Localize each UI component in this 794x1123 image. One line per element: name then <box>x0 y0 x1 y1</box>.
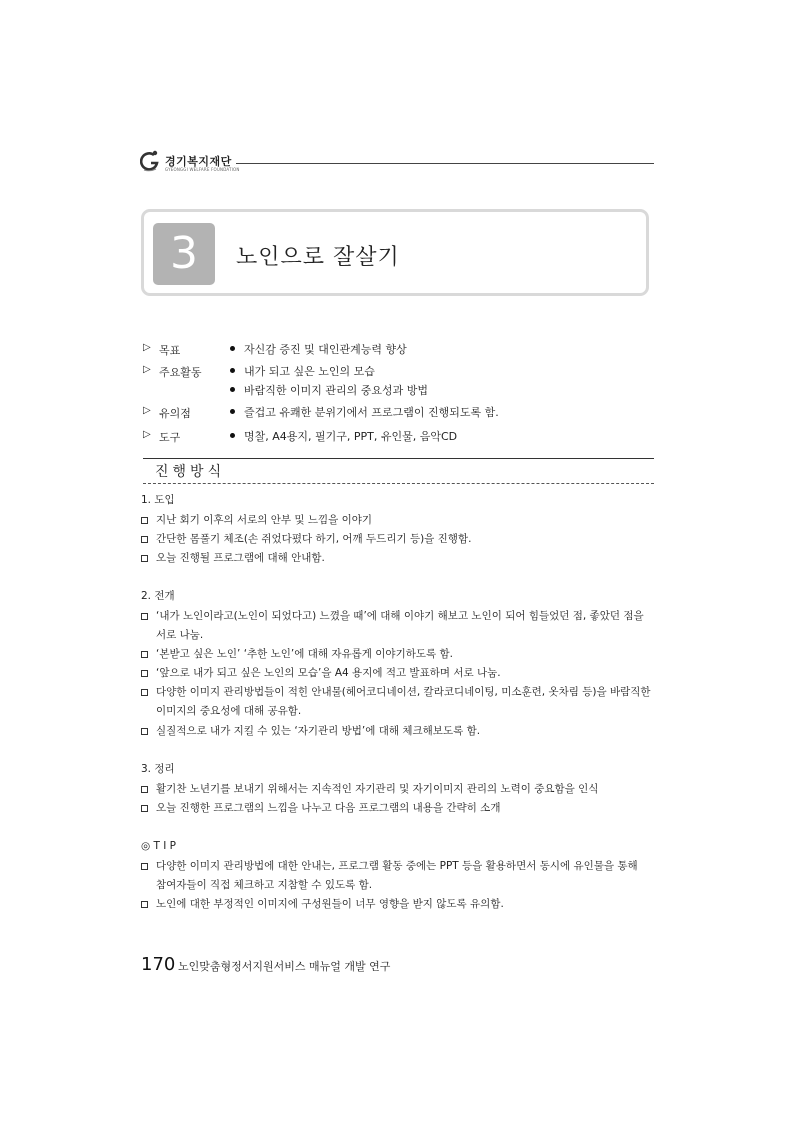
checkbox-square-icon <box>141 689 148 696</box>
step-heading: 3. 정리 <box>141 763 175 775</box>
triangle-arrow-icon: ▷ <box>143 364 151 375</box>
step-item: 오늘 진행한 프로그램의 느낌을 나누고 다음 프로그램의 내용을 간략히 소개 <box>156 802 501 814</box>
tip-item: 다양한 이미지 관리방법에 대한 안내는, 프로그램 활동 중에는 PPT 등을 활용하면서 동시에 유인물을 통해 <box>156 860 638 872</box>
step-item-continued: 서로 나눔. <box>156 629 204 641</box>
info-item: 즐겁고 유쾌한 분위기에서 프로그램이 진행되도록 함. <box>230 405 499 424</box>
org-name: 경기복지재단 <box>165 155 232 168</box>
section-rule-bottom <box>143 483 654 484</box>
checkbox-square-icon <box>141 517 148 524</box>
tip-item-continued: 참여자들이 직접 체크하고 지참할 수 있도록 함. <box>156 879 373 891</box>
checkbox-square-icon <box>141 863 148 870</box>
checkbox-square-icon <box>141 670 148 677</box>
org-name-en: GYEONGGI WELFARE FOUNDATION <box>165 167 240 172</box>
step-item-continued: 이미지의 중요성에 대해 공유함. <box>156 705 302 717</box>
chapter-banner <box>141 209 649 296</box>
triangle-arrow-icon: ▷ <box>143 405 151 416</box>
checkbox-square-icon <box>141 728 148 735</box>
step-item: 실질적으로 내가 지킬 수 있는 ‘자기관리 방법’에 대해 체크해보도록 함. <box>156 725 481 737</box>
checkbox-square-icon <box>141 651 148 658</box>
info-item: 명찰, A4용지, 필기구, PPT, 유인물, 음악CD <box>230 429 457 448</box>
chapter-title: 노인으로 잘살기 <box>236 245 400 270</box>
section-rule-top <box>143 458 654 459</box>
step-item: ‘앞으로 내가 되고 싶은 노인의 모습’을 A4 용지에 적고 발표하며 서로 나눔. <box>156 667 501 679</box>
tip-heading: ◎ T I P <box>141 840 177 852</box>
footer-title: 노인맞춤형정서지원서비스 매뉴얼 개발 연구 <box>178 960 391 973</box>
bullet-dot-icon <box>230 387 235 392</box>
step-item: ‘내가 노인이라고(노인이 되었다고) 느꼈을 때’에 대해 이야기 해보고 노인이 되어 힘들었던 점, 좋았던 점을 <box>156 610 644 622</box>
section-title: 진행방식 <box>155 464 226 480</box>
info-item: 바람직한 이미지 관리의 중요성과 방법 <box>230 383 428 402</box>
bullet-dot-icon <box>230 409 235 414</box>
checkbox-square-icon <box>141 786 148 793</box>
info-item: 자신감 증진 및 대인관계능력 향상 <box>230 342 407 361</box>
page-number: 170 <box>141 954 176 975</box>
checkbox-square-icon <box>141 901 148 908</box>
info-item: 내가 되고 싶은 노인의 모습 <box>230 364 428 383</box>
step-heading: 2. 전개 <box>141 590 175 602</box>
checkbox-square-icon <box>141 613 148 620</box>
info-label: 도구 <box>159 431 181 444</box>
foundation-logo-icon <box>140 150 160 172</box>
header-logo <box>140 150 240 174</box>
info-label: 유의점 <box>159 407 191 420</box>
bullet-dot-icon <box>230 433 235 438</box>
bullet-dot-icon <box>230 346 235 351</box>
step-item: 간단한 몸풀기 체조(손 쥐었다폈다 하기, 어깨 두드리기 등)을 진행함. <box>156 533 472 545</box>
info-label: 주요활동 <box>159 366 202 379</box>
step-item: 다양한 이미지 관리방법들이 적힌 안내물(헤어코디네이션, 칼라코디네이팅, 미소훈련, 옷차림 등)을 바람직한 <box>156 686 651 698</box>
checkbox-square-icon <box>141 805 148 812</box>
step-item: 지난 회기 이후의 서로의 안부 및 느낌을 이야기 <box>156 514 373 526</box>
step-heading: 1. 도입 <box>141 494 175 506</box>
bullet-dot-icon <box>230 368 235 373</box>
tip-item: 노인에 대한 부정적인 이미지에 구성원들이 너무 영향을 받지 않도록 유의함. <box>156 898 504 910</box>
chapter-number: 3 <box>153 223 215 285</box>
checkbox-square-icon <box>141 536 148 543</box>
step-item: 오늘 진행될 프로그램에 대해 안내함. <box>156 552 325 564</box>
step-item: ‘본받고 싶은 노인’ ‘추한 노인’에 대해 자유롭게 이야기하도록 함. <box>156 648 453 660</box>
triangle-arrow-icon: ▷ <box>143 429 151 440</box>
header-divider <box>236 163 654 164</box>
info-label: 목표 <box>159 344 181 357</box>
step-item: 활기찬 노년기를 보내기 위해서는 지속적인 자기관리 및 자기이미지 관리의 노력이 중요함을 인식 <box>156 783 599 795</box>
triangle-arrow-icon: ▷ <box>143 342 151 353</box>
checkbox-square-icon <box>141 555 148 562</box>
